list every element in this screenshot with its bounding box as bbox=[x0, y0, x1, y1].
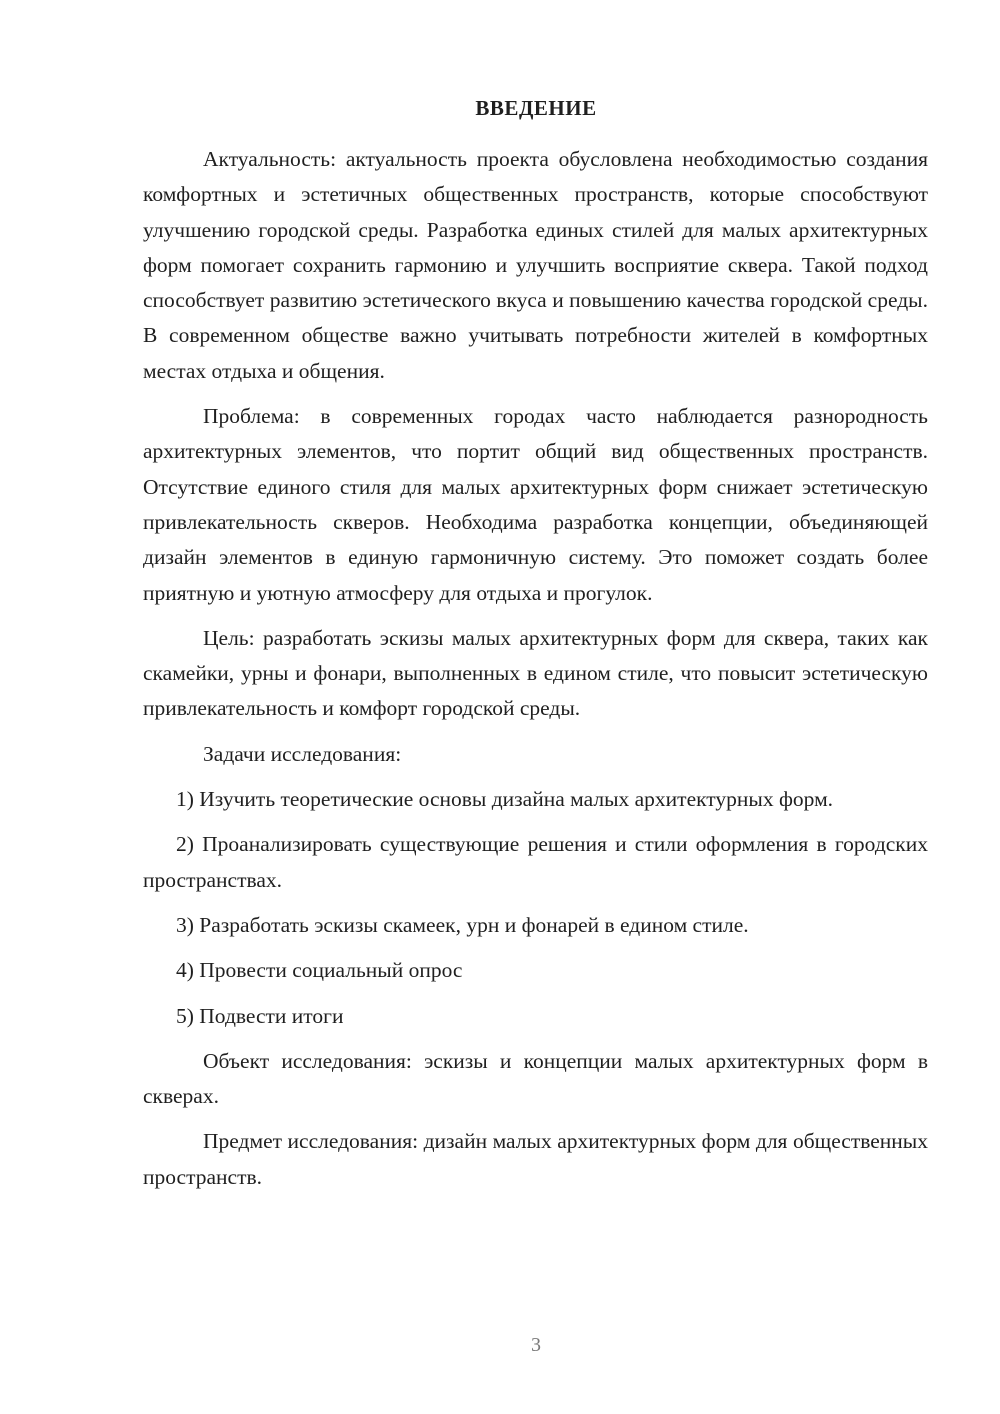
tasks-heading: Задачи исследования: bbox=[203, 741, 402, 766]
task-item: 5) Подвести итоги bbox=[176, 1003, 344, 1028]
task-item: 1) Изучить теоретические основы дизайна малых архитектурных форм. bbox=[176, 787, 834, 812]
paragraph-goal: Цель: разработать эскизы малых архитектурных форм для сквера, таких как скамейки, урны и фонари, выполненных в едином стиле, что повысит эстетическую привлекательность и комфорт городской среды. bbox=[143, 625, 928, 721]
task-item: 3) Разработать эскизы скамеек, урн и фонарей в едином стиле. bbox=[176, 912, 749, 937]
paragraph-object: Объект исследования: эскизы и концепции малых архитектурных форм в скверах. bbox=[143, 1048, 928, 1109]
page-title: ВВЕДЕНИЕ bbox=[475, 96, 597, 120]
page-number: 3 bbox=[531, 1334, 541, 1356]
task-item: 4) Провести социальный опрос bbox=[176, 958, 463, 983]
paragraph-subject: Предмет исследования: дизайн малых архитектурных форм для общественных пространств. bbox=[143, 1129, 928, 1189]
paragraph-relevance: Актуальность: актуальность проекта обусловлена необходимостью создания комфортных и эстетичных общественных пространств, которые способствуют улучшению городской среды. Разработка единых стилей для малых архитектурных форм помогает сохранить гармонию и улучшить восприятие сквера. Такой подход способствует развитию эстетического вкуса и повышению качества городской среды. В современном обществе важно учитывать потребности жителей в комфортных местах отдыха и общения. bbox=[143, 147, 928, 383]
task-item: 2) Проанализировать существующие решения и стили оформления в городских пространствах. bbox=[143, 832, 928, 892]
document-body bbox=[143, 142, 928, 1195]
paragraph-problem: Проблема: в современных городах часто наблюдается разнородность архитектурных элементов, что портит общий вид общественных пространств. Отсутствие единого стиля для малых архитектурных форм снижает эстетическую привлекательность скверов. Необходима разработка концепции, объединяющей дизайн элементов в единую гармоничную систему. Это поможет создать более приятную и уютную атмосферу для отдыха и прогулок. bbox=[143, 404, 928, 605]
